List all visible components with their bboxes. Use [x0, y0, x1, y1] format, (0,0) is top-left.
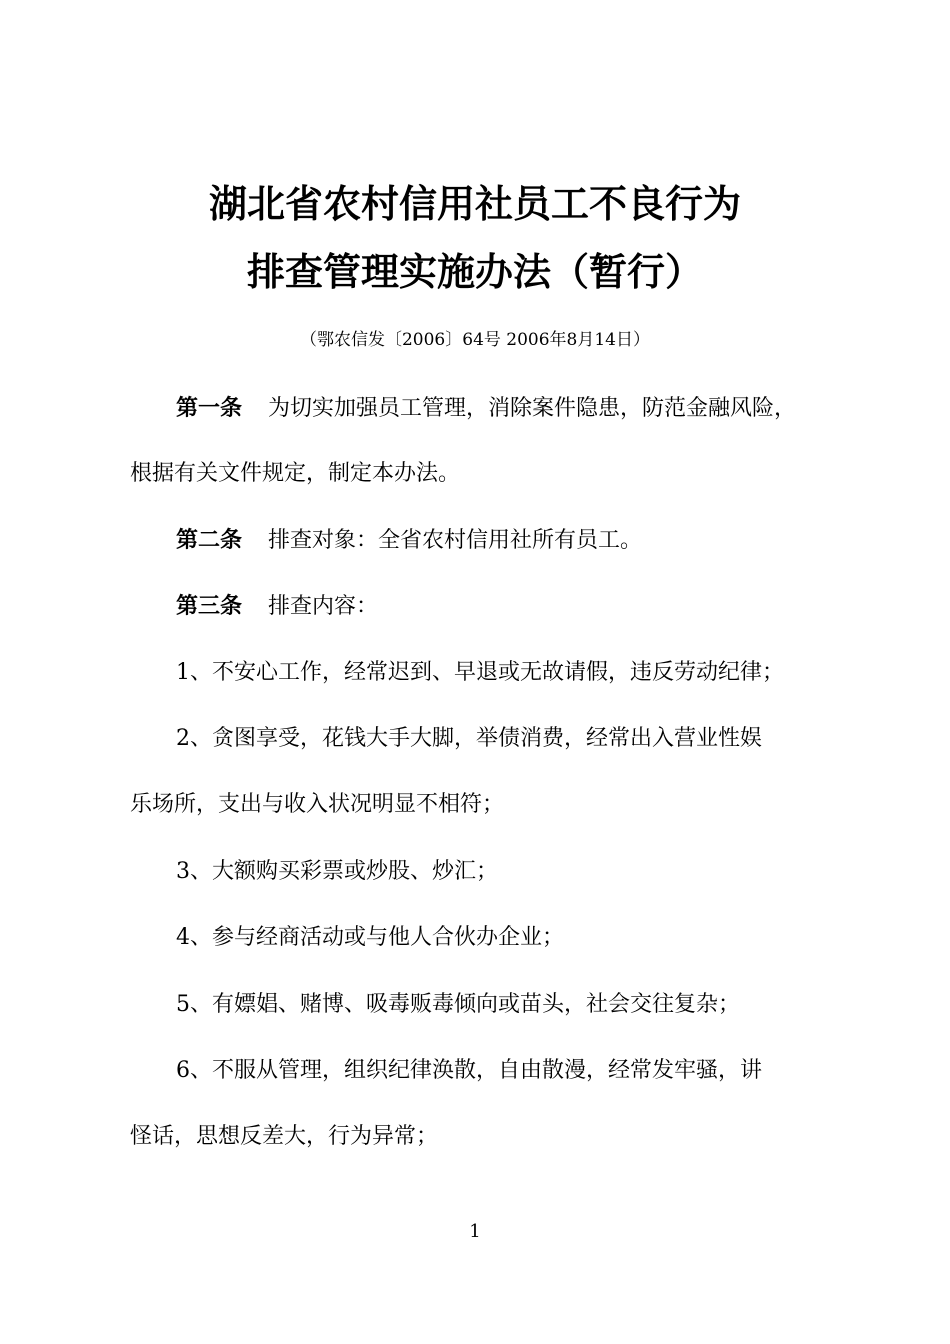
document-title-line-2: 排查管理实施办法（暂行） [246, 250, 703, 294]
list-item-2-continuation: 乐场所，支出与收入状况明显不相符； [130, 792, 505, 817]
article-3-label: 第三条 [176, 594, 243, 619]
page-number: 1 [469, 1221, 481, 1242]
list-item-6-continuation: 怪话，思想反差大，行为异常； [130, 1124, 439, 1149]
article-1-continuation: 根据有关文件规定，制定本办法。 [130, 461, 461, 486]
document-title-line-1: 湖北省农村信用社员工不良行为 [208, 182, 741, 226]
list-item-1: 1、不安心工作，经常迟到、早退或无故请假，违反劳动纪律； [176, 660, 784, 685]
article-2-text: 排查对象：全省农村信用社所有员工。 [268, 528, 643, 553]
article-1-text: 为切实加强员工管理，消除案件隐患，防范金融风险， [268, 396, 797, 421]
article-2 [176, 525, 642, 557]
list-item-3: 3、大额购买彩票或炒股、炒汇； [176, 859, 498, 884]
document-number: （鄂农信发〔2006〕64号 2006年8月14日） [299, 330, 650, 350]
article-2-label: 第二条 [176, 528, 243, 553]
list-item-2: 2、贪图享受，花钱大手大脚，举债消费，经常出入营业性娱 [176, 726, 762, 751]
article-1-label: 第一条 [176, 396, 243, 421]
article-1 [176, 393, 796, 425]
list-item-4: 4、参与经商活动或与他人合伙办企业； [176, 925, 564, 950]
article-3 [176, 591, 378, 623]
list-item-6: 6、不服从管理，组织纪律涣散，自由散漫，经常发牢骚，讲 [176, 1058, 762, 1083]
list-item-5: 5、有嫖娼、赌博、吸毒贩毒倾向或苗头，社会交往复杂； [176, 992, 740, 1017]
article-3-text: 排查内容： [268, 594, 379, 619]
